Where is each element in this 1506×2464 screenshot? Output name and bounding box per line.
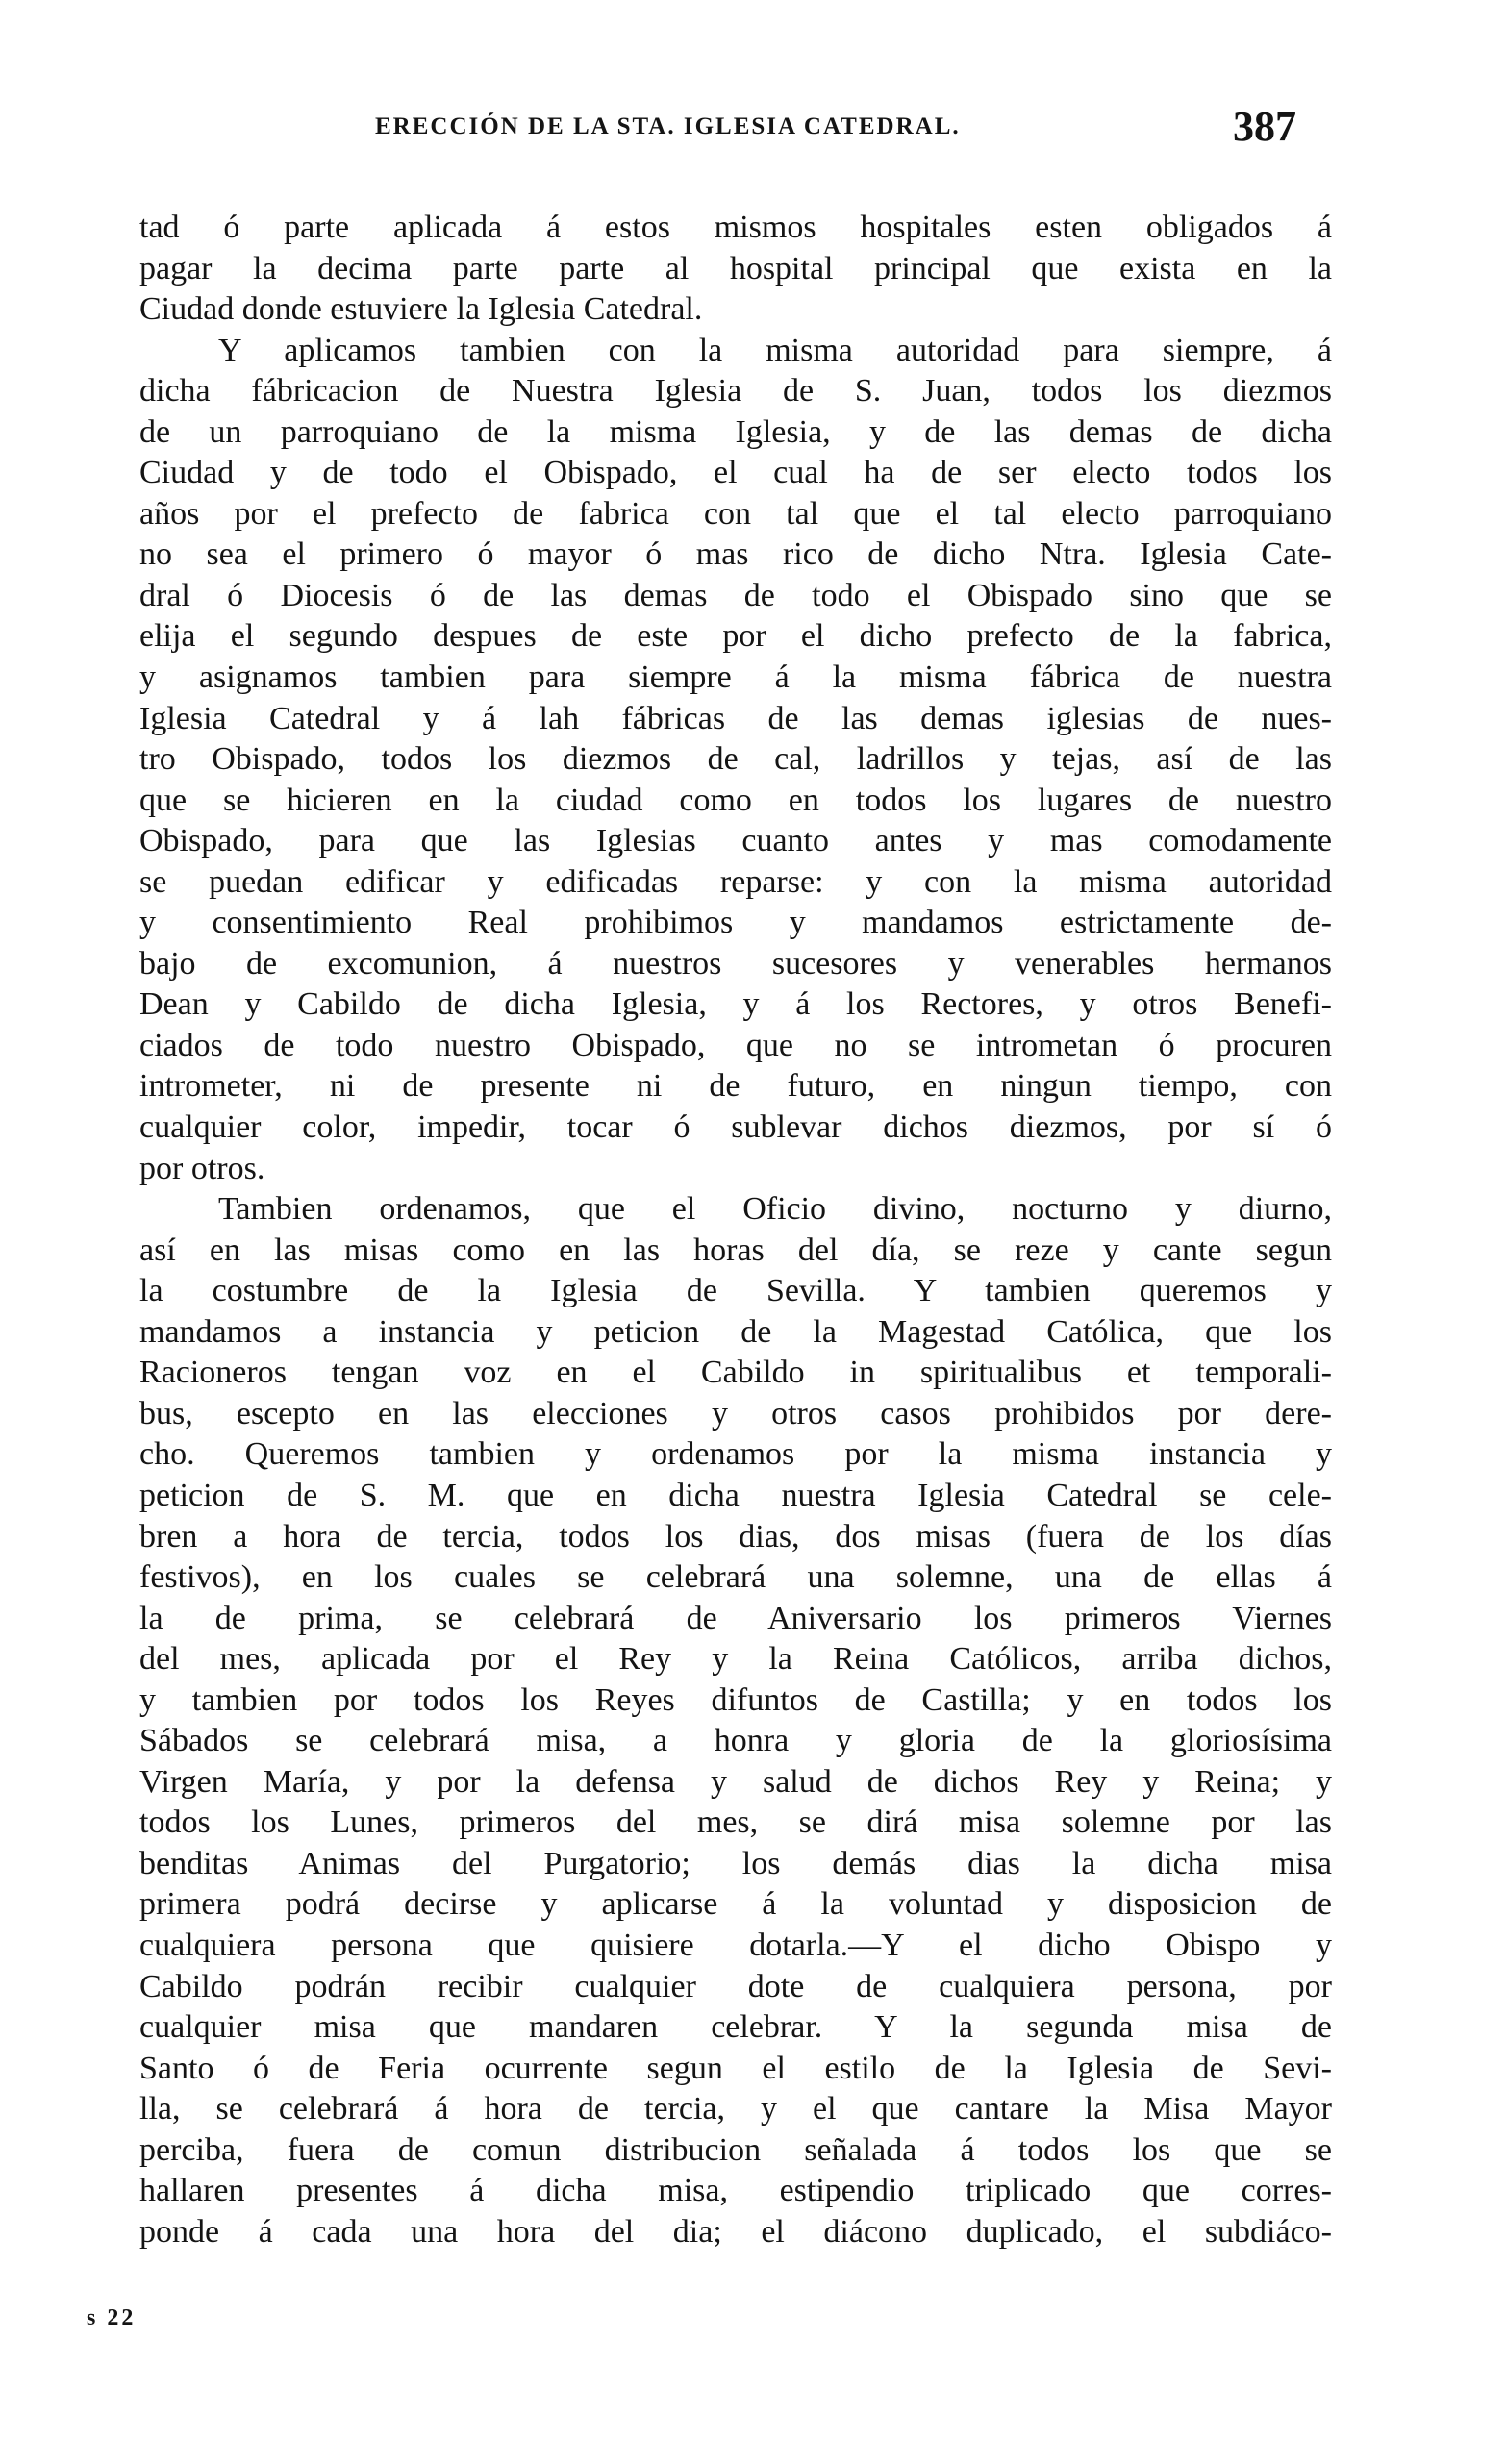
text-line: intrometer, ni de presente ni de futuro, en ningun tiempo, con: [139, 1068, 1332, 1105]
text-line: dicha fábricacion de Nuestra Iglesia de S. Juan, todos los diezmos: [139, 373, 1332, 410]
text-line: Obispado, para que las Iglesias cuanto antes y mas comodamente: [139, 823, 1332, 859]
text-line: así en las misas como en las horas del día, se reze y cante segun: [139, 1232, 1332, 1268]
text-line: del mes, aplicada por el Rey y la Reina Católicos, arriba dichos,: [139, 1641, 1332, 1678]
text-line: Racioneros tengan voz en el Cabildo in spiritualibus et temporali-: [139, 1355, 1332, 1391]
text-line: Tambien ordenamos, que el Oficio divino, nocturno y diurno,: [218, 1191, 1332, 1228]
text-line: y asignamos tambien para siempre á la misma fábrica de nuestra: [139, 660, 1332, 696]
text-line: cualquier misa que mandaren celebrar. Y la segunda misa de: [139, 2009, 1332, 2046]
text-line: Santo ó de Feria ocurrente segun el estilo de la Iglesia de Sevi-: [139, 2050, 1332, 2086]
text-line: y tambien por todos los Reyes difuntos de Castilla; y en todos los: [139, 1681, 1332, 1718]
text-line: primera podrá decirse y aplicarse á la voluntad y disposicion de: [139, 1886, 1332, 1923]
text-line: no sea el primero ó mayor ó mas rico de dicho Ntra. Iglesia Cate-: [139, 536, 1332, 573]
signature-mark: s 22: [87, 2305, 137, 2330]
text-line: Virgen María, y por la defensa y salud de dichos Rey y Reina; y: [139, 1763, 1332, 1800]
text-line: peticion de S. M. que en dicha nuestra Iglesia Catedral se cele-: [139, 1477, 1332, 1513]
text-line: hallaren presentes á dicha misa, estipendio triplicado que corres-: [139, 2173, 1332, 2209]
page-number: 387: [1233, 103, 1296, 150]
text-line: festivos), en los cuales se celebrará una solemne, una de ellas á: [139, 1559, 1332, 1596]
text-line: todos los Lunes, primeros del mes, se dirá misa solemne por las: [139, 1804, 1332, 1841]
text-line: mandamos a instancia y peticion de la Magestad Católica, que los: [139, 1313, 1332, 1350]
text-line: benditas Animas del Purgatorio; los demás dias la dicha misa: [139, 1845, 1332, 1881]
body-text: [139, 208, 1332, 2252]
text-line: de un parroquiano de la misma Iglesia, y de las demas de dicha: [139, 413, 1332, 450]
text-line: la de prima, se celebrará de Aniversario los primeros Viernes: [139, 1600, 1332, 1636]
text-line: por otros.: [139, 1150, 265, 1186]
text-line: perciba, fuera de comun distribucion señalada á todos los que se: [139, 2131, 1332, 2168]
text-line: bus, escepto en las elecciones y otros casos prohibidos por dere-: [139, 1395, 1332, 1431]
text-line: ciados de todo nuestro Obispado, que no se intrometan ó procuren: [139, 1027, 1332, 1063]
text-line: tad ó parte aplicada á estos mismos hospitales esten obligados á: [139, 210, 1332, 245]
text-line: bajo de excomunion, á nuestros sucesores y venerables hermanos: [139, 945, 1332, 982]
text-line: cho. Queremos tambien y ordenamos por la misma instancia y: [139, 1436, 1332, 1473]
text-line: Iglesia Catedral y á lah fábricas de las demas iglesias de nues-: [139, 700, 1332, 736]
text-line: años por el prefecto de fabrica con tal que el tal electo parroquiano: [139, 495, 1332, 532]
text-line: elija el segundo despues de este por el dicho prefecto de la fabrica,: [139, 618, 1332, 655]
text-line: Dean y Cabildo de dicha Iglesia, y á los Rectores, y otros Benefi-: [139, 986, 1332, 1023]
running-head: ERECCIÓN DE LA STA. IGLESIA CATEDRAL.: [375, 113, 961, 139]
text-line: Ciudad y de todo el Obispado, el cual ha de ser electo todos los: [139, 455, 1332, 491]
text-line: Cabildo podrán recibir cualquier dote de cualquiera persona, por: [139, 1968, 1332, 2004]
text-line: que se hicieren en la ciudad como en todos los lugares de nuestro: [139, 782, 1332, 818]
text-line: cualquier color, impedir, tocar ó sublevar dichos diezmos, por sí ó: [139, 1109, 1332, 1146]
text-line: bren a hora de tercia, todos los dias, dos misas (fuera de los días: [139, 1518, 1332, 1555]
text-line: tro Obispado, todos los diezmos de cal, ladrillos y tejas, así de las: [139, 741, 1332, 778]
text-line: lla, se celebrará á hora de tercia, y el que cantare la Misa Mayor: [139, 2091, 1332, 2128]
text-line: la costumbre de la Iglesia de Sevilla. Y tambien queremos y: [139, 1273, 1332, 1309]
text-line: se puedan edificar y edificadas reparse: y con la misma autoridad: [139, 863, 1332, 900]
text-line: y consentimiento Real prohibimos y mandamos estrictamente de-: [139, 905, 1332, 941]
text-line: Sábados se celebrará misa, a honra y gloria de la gloriosísima: [139, 1723, 1332, 1759]
text-line: cualquiera persona que quisiere dotarla.—Y el dicho Obispo y: [139, 1927, 1332, 1963]
text-line: Ciudad donde estuviere la Iglesia Catedral.: [139, 291, 703, 328]
text-line: Y aplicamos tambien con la misma autoridad para siempre, á: [218, 332, 1332, 368]
text-line: pagar la decima parte parte al hospital principal que exista en la: [139, 250, 1332, 286]
text-line: ponde á cada una hora del dia; el diácono duplicado, el subdiáco-: [139, 2213, 1332, 2250]
text-line: dral ó Diocesis ó de las demas de todo el Obispado sino que se: [139, 577, 1332, 613]
